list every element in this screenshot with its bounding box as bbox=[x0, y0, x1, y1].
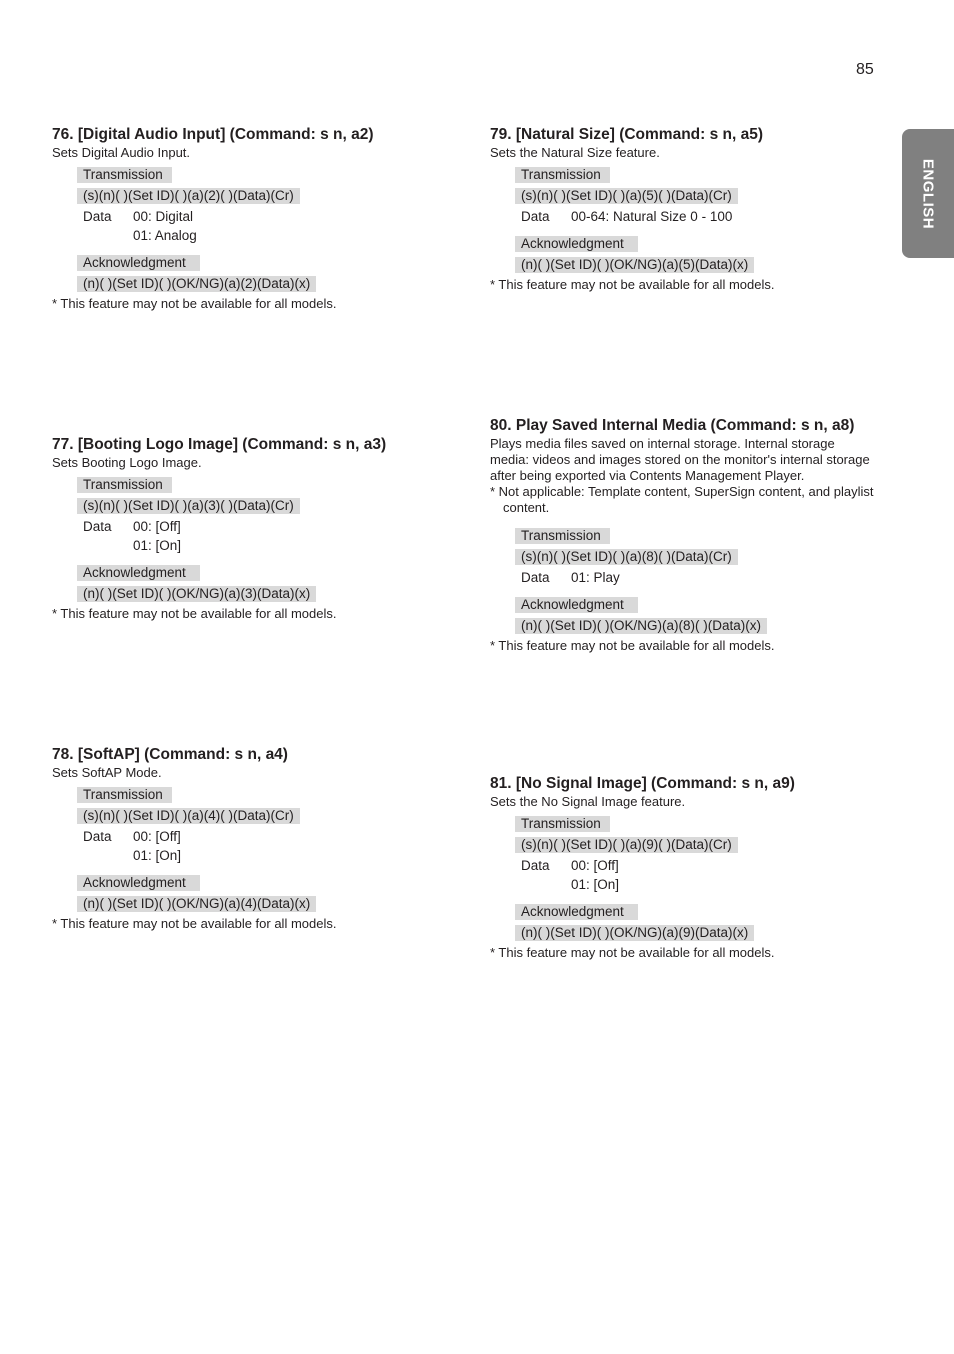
section-78 bbox=[52, 745, 452, 932]
section-description: Sets the Natural Size feature. bbox=[490, 145, 660, 160]
section-description: Sets Booting Logo Image. bbox=[52, 455, 202, 470]
data-row bbox=[515, 207, 890, 226]
transmission-label: Transmission bbox=[77, 167, 172, 183]
acknowledgment-command: (n)( )(Set ID)( )(OK/NG)(a)(3)(Data)(x) bbox=[77, 586, 316, 602]
data-label: Data bbox=[83, 829, 112, 844]
section-79 bbox=[490, 125, 890, 293]
transmission-label: Transmission bbox=[515, 528, 610, 544]
data-label: Data bbox=[521, 209, 550, 224]
data-value: 00: [Off] bbox=[133, 519, 181, 534]
availability-note: * This feature may not be available for all models. bbox=[52, 606, 337, 621]
acknowledgment-command: (n)( )(Set ID)( )(OK/NG)(a)(2)(Data)(x) bbox=[77, 276, 316, 292]
data-value: 01: [On] bbox=[571, 877, 620, 892]
transmission-block bbox=[77, 161, 452, 293]
section-81 bbox=[490, 774, 890, 961]
acknowledgment-label: Acknowledgment bbox=[515, 236, 638, 252]
data-row bbox=[77, 517, 452, 555]
data-value: 01: [On] bbox=[133, 538, 182, 553]
transmission-command: (s)(n)( )(Set ID)( )(a)(2)( )(Data)(Cr) bbox=[77, 188, 300, 204]
transmission-block bbox=[77, 781, 452, 913]
availability-note: * This feature may not be available for all models. bbox=[490, 277, 775, 292]
transmission-command: (s)(n)( )(Set ID)( )(a)(9)( )(Data)(Cr) bbox=[515, 837, 738, 853]
transmission-command: (s)(n)( )(Set ID)( )(a)(8)( )(Data)(Cr) bbox=[515, 549, 738, 565]
data-row bbox=[515, 856, 890, 894]
data-row bbox=[77, 827, 452, 865]
transmission-command: (s)(n)( )(Set ID)( )(a)(3)( )(Data)(Cr) bbox=[77, 498, 300, 514]
applicability-note: * Not applicable: Template content, SuperSign content, and playlist content. bbox=[490, 484, 874, 515]
section-title: 80. Play Saved Internal Media (Command: s n, a8) bbox=[490, 417, 855, 434]
acknowledgment-label: Acknowledgment bbox=[515, 904, 638, 920]
section-title: 78. [SoftAP] (Command: s n, a4) bbox=[52, 746, 288, 763]
acknowledgment-command: (n)( )(Set ID)( )(OK/NG)(a)(4)(Data)(x) bbox=[77, 896, 316, 912]
acknowledgment-command: (n)( )(Set ID)( )(OK/NG)(a)(9)(Data)(x) bbox=[515, 925, 754, 941]
section-title: 79. [Natural Size] (Command: s n, a5) bbox=[490, 126, 764, 143]
data-value: 01: Analog bbox=[133, 228, 197, 243]
transmission-block bbox=[77, 471, 452, 603]
section-description: Sets Digital Audio Input. bbox=[52, 145, 191, 160]
section-title: 77. [Booting Logo Image] (Command: s n, a3) bbox=[52, 436, 387, 453]
acknowledgment-command: (n)( )(Set ID)( )(OK/NG)(a)(8)( )(Data)(x) bbox=[515, 618, 767, 634]
section-title: 76. [Digital Audio Input] (Command: s n, a2) bbox=[52, 126, 374, 143]
data-value: 01: Play bbox=[571, 570, 620, 585]
availability-note: * This feature may not be available for all models. bbox=[490, 945, 775, 960]
data-value: 00: Digital bbox=[133, 209, 194, 224]
data-row bbox=[515, 568, 875, 587]
transmission-label: Transmission bbox=[77, 787, 172, 803]
data-value: 00: [Off] bbox=[571, 858, 619, 873]
section-80 bbox=[490, 416, 875, 654]
page-number: 85 bbox=[856, 61, 874, 78]
section-77 bbox=[52, 435, 452, 622]
data-label: Data bbox=[83, 519, 112, 534]
acknowledgment-label: Acknowledgment bbox=[77, 565, 200, 581]
transmission-label: Transmission bbox=[515, 816, 610, 832]
section-title: 81. [No Signal Image] (Command: s n, a9) bbox=[490, 775, 795, 792]
transmission-block bbox=[515, 522, 875, 635]
section-description: Sets the No Signal Image feature. bbox=[490, 794, 686, 809]
transmission-label: Transmission bbox=[515, 167, 610, 183]
section-description: Plays media files saved on internal storage. Internal storage media: videos and images stored on the monitor's internal storage after being exported via Contents Management Player. bbox=[490, 436, 870, 483]
data-row bbox=[77, 207, 452, 245]
acknowledgment-label: Acknowledgment bbox=[77, 255, 200, 271]
language-tab-label: ENGLISH bbox=[919, 158, 937, 229]
section-76 bbox=[52, 125, 452, 312]
acknowledgment-label: Acknowledgment bbox=[515, 597, 638, 613]
transmission-block bbox=[515, 161, 890, 274]
language-tab bbox=[902, 129, 954, 258]
availability-note: * This feature may not be available for all models. bbox=[52, 916, 337, 931]
availability-note: * This feature may not be available for all models. bbox=[52, 296, 337, 311]
data-value: 00-64: Natural Size 0 - 100 bbox=[571, 209, 733, 224]
transmission-block bbox=[515, 810, 890, 942]
data-label: Data bbox=[521, 570, 550, 585]
section-description: Sets SoftAP Mode. bbox=[52, 765, 162, 780]
data-label: Data bbox=[521, 858, 550, 873]
data-value: 00: [Off] bbox=[133, 829, 181, 844]
transmission-command: (s)(n)( )(Set ID)( )(a)(5)( )(Data)(Cr) bbox=[515, 188, 738, 204]
acknowledgment-command: (n)( )(Set ID)( )(OK/NG)(a)(5)(Data)(x) bbox=[515, 257, 754, 273]
transmission-command: (s)(n)( )(Set ID)( )(a)(4)( )(Data)(Cr) bbox=[77, 808, 300, 824]
acknowledgment-label: Acknowledgment bbox=[77, 875, 200, 891]
transmission-label: Transmission bbox=[77, 477, 172, 493]
data-label: Data bbox=[83, 209, 112, 224]
data-value: 01: [On] bbox=[133, 848, 182, 863]
availability-note: * This feature may not be available for all models. bbox=[490, 638, 775, 653]
